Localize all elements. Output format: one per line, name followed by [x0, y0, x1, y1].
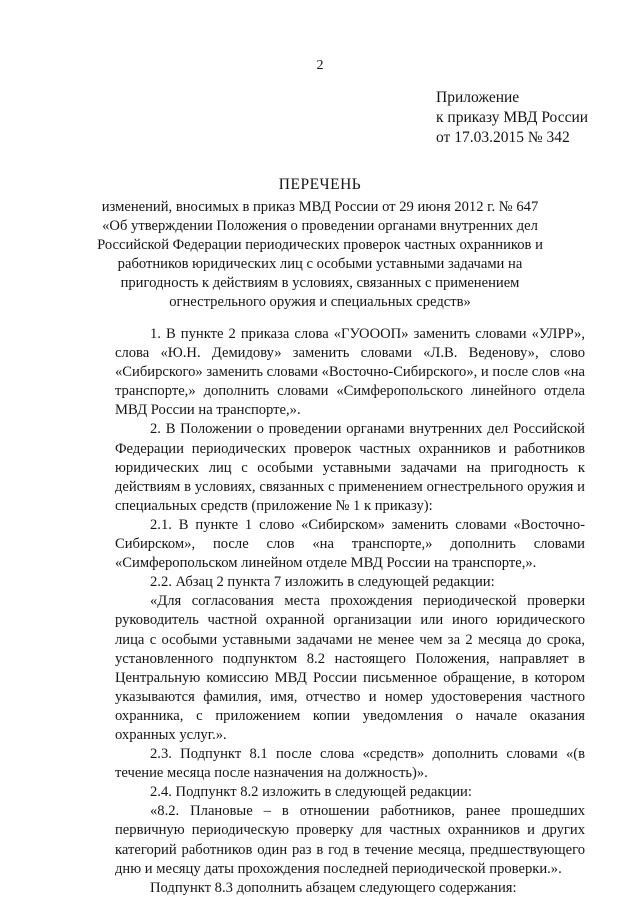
text-line: «8.2. Плановые – в отношении работников, ранее прошедших	[150, 803, 585, 820]
annex-order-date: от 17.03.2015 № 342	[436, 129, 570, 146]
text-line: 2. В Положении о проведении органами внутренних дел Российской	[150, 421, 585, 438]
text-line: руководитель частной охранной организации или иного юридического	[115, 612, 585, 629]
text-line: охранных услуг.».	[115, 726, 227, 743]
text-line: Подпункт 8.3 дополнить абзацем следующего содержания:	[150, 879, 517, 896]
subtitle-line: пригодность к действиям в условиях, связанных с применением	[120, 275, 520, 291]
paragraph-2-1	[115, 516, 585, 573]
text-line: первичную периодическую проверку для частных охранников и других	[115, 822, 585, 839]
subtitle-line: работников юридических лиц с особыми уставными задачами на	[117, 256, 523, 272]
text-line: 2.3. Подпункт 8.1 после слова «средств» дополнить словами «(в	[150, 746, 585, 763]
text-line: 2.1. В пункте 1 слово «Сибирском» заменить словами «Восточно-	[150, 516, 585, 533]
text-line: установленного подпунктом 8.2 настоящего Положения, направляет в	[115, 650, 585, 667]
text-line: категорий работников один раз в год в течение месяца, предшествующего	[115, 841, 585, 858]
text-line: указываются фамилия, имя, отчество и номер удостоверения частного	[115, 688, 585, 705]
text-line: МВД России на транспорте,».	[115, 402, 301, 419]
paragraph-2-4	[115, 783, 585, 802]
subtitle-line: огнестрельного оружия и специальных средств»	[169, 294, 471, 310]
paragraph-2-4-quote	[115, 802, 585, 878]
paragraph-2-5	[115, 879, 585, 898]
text-line: Федерации периодических проверок частных охранников и работников	[115, 440, 585, 457]
text-line: охранника, с приложением копии уведомления о начале оказания	[115, 707, 585, 724]
text-line: течение месяца после назначения на должность)».	[115, 765, 428, 782]
document-subtitle	[0, 198, 640, 312]
annex-block	[436, 88, 588, 148]
text-line: юридических лиц с особыми уставными задачами на пригодность к	[115, 459, 585, 476]
text-line: слова «Ю.Н. Демидову» заменить словами «Л.В. Веденову», слово	[115, 345, 585, 362]
subtitle-line: «Об утверждении Положения о проведении органами внутренних дел	[102, 218, 538, 234]
text-line: транспорте,» дополнить словами «Симферопольского линейного отдела	[115, 383, 585, 400]
subtitle-line: изменений, вносимых в приказ МВД России от 29 июня 2012 г. № 647	[101, 199, 539, 215]
text-line: 2.4. Подпункт 8.2 изложить в следующей редакции:	[150, 784, 472, 801]
annex-order-ref: к приказу МВД России	[436, 109, 589, 126]
text-line: лица с особыми уставными задачами не менее чем за 2 месяца до срока,	[115, 631, 585, 648]
paragraph-2-3	[115, 745, 585, 783]
page-number: 2	[316, 58, 324, 73]
paragraph-2-2-quote	[115, 592, 585, 745]
text-line: Центральную комиссию МВД России письменное обращение, в котором	[115, 669, 585, 686]
paragraph-2	[115, 420, 585, 515]
text-line: «Симферопольском линейном отделе МВД России на транспорте,».	[115, 555, 537, 572]
text-line: специальных средств (приложение № 1 к приказу):	[115, 497, 433, 514]
text-line: «Для согласования места прохождения периодической проверки	[150, 593, 585, 610]
subtitle-line: Российской Федерации периодических проверок частных охранников и	[97, 237, 543, 253]
annex-label: Приложение	[436, 89, 520, 106]
text-line: действиям в условиях, связанных с применением огнестрельного оружия и	[115, 478, 585, 495]
paragraph-1	[115, 325, 585, 420]
document-body	[115, 325, 585, 898]
text-line: 2.2. Абзац 2 пункта 7 изложить в следующей редакции:	[150, 574, 495, 591]
text-line: «Сибирского» заменить словами «Восточно-Сибирского», и после слов «на	[115, 364, 585, 381]
text-line: 1. В пункте 2 приказа слова «ГУОООП» заменить словами «УЛРР»,	[150, 326, 585, 342]
document-title: ПЕРЕЧЕНЬ	[278, 176, 362, 193]
text-line: Сибирском», после слов «на транспорте,» дополнить словами	[115, 536, 585, 553]
text-line: дню и месяцу даты прохождения последней периодической проверки.».	[115, 860, 562, 877]
paragraph-2-2	[115, 573, 585, 592]
